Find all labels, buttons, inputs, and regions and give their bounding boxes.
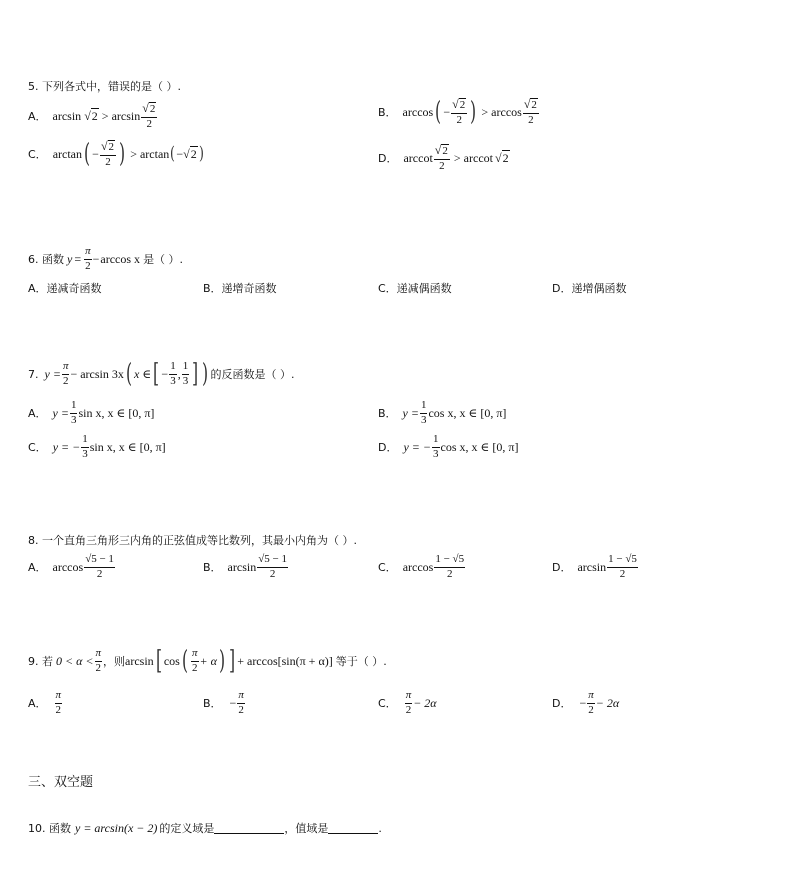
sin-range: sin x, x ∈ [0, π]: [89, 439, 166, 454]
domain-blank[interactable]: [214, 822, 284, 834]
stem-prefix: 7.: [28, 367, 39, 381]
sqrt-2: √2: [183, 146, 197, 161]
sin-range: sin x, x ∈ [0, π]: [78, 405, 155, 420]
numerator: π: [587, 690, 595, 704]
q8-option-d: [552, 554, 639, 580]
numerator: 1: [81, 434, 89, 448]
fraction-sqrt2-over-2: $\frac{√2}{2}$: [523, 97, 537, 126]
denominator: 2: [191, 661, 198, 674]
q7-option-a: [28, 400, 154, 426]
radicand: 2: [190, 146, 197, 161]
stem-prefix: 6. 函数: [28, 253, 64, 267]
arcsin-text: arcsin: [111, 108, 141, 123]
arccos-x: arccos x: [100, 251, 141, 266]
option-letter: A．: [28, 407, 47, 421]
denominator: 2: [95, 661, 101, 674]
numerator: π: [62, 361, 70, 375]
minus-2alpha: − 2α: [595, 695, 620, 710]
minus-sign: −: [161, 366, 169, 381]
denominator: 2: [62, 374, 69, 387]
q7-option-c: [28, 434, 166, 460]
y-eq: y =: [402, 405, 419, 420]
fraction-sqrt2-over-2: $\frac{√2}{2}$: [452, 97, 466, 126]
radicand: 2: [531, 99, 537, 111]
denominator: 2: [105, 155, 111, 168]
q9-option-b: [203, 690, 246, 716]
gt-sign: >: [481, 104, 489, 119]
option-letter: C．: [28, 441, 47, 455]
section-title: 三、双空题: [28, 775, 94, 790]
radicand: 2: [442, 145, 448, 157]
arccot-text: arccot: [463, 150, 493, 165]
left-paren: (: [435, 97, 442, 128]
numerator: 1 − √5: [607, 554, 638, 568]
stem-suffix: 等于（ ）.: [335, 655, 387, 669]
eq-sign: =: [74, 251, 82, 266]
denominator: 3: [170, 374, 176, 387]
fraction-sqrt2-over-2: $\frac{√2}{2}$: [100, 139, 115, 168]
denominator: 2: [405, 703, 412, 716]
cos-text: cos: [163, 653, 180, 668]
q5-option-c: [28, 140, 205, 168]
y-eq-minus: y = −: [403, 439, 432, 454]
fraction-pi-over-2: [587, 690, 595, 716]
q6-option-d: D．递增偶函数: [552, 282, 627, 295]
radicand: 2: [91, 108, 98, 123]
left-paren: (: [181, 646, 188, 677]
q7-option-d: [378, 434, 518, 460]
left-bracket: [: [153, 359, 160, 390]
radicand: 2: [459, 99, 466, 111]
arctan-text: arctan: [52, 146, 82, 161]
left-paren: (: [170, 143, 176, 165]
denominator: 3: [182, 374, 189, 387]
fraction-1-over-3: [182, 361, 190, 387]
radicand: 2: [502, 150, 509, 165]
numerator: 1: [420, 400, 428, 414]
denominator: 2: [85, 259, 91, 272]
left-paren: (: [84, 139, 91, 170]
x-in: x ∈: [134, 366, 152, 381]
comma: ,: [177, 366, 181, 381]
q5-option-b: [378, 98, 540, 126]
fraction-pi-over-2: [237, 690, 245, 716]
q9-option-d: [552, 690, 619, 716]
fraction-1-over-3: [432, 434, 440, 460]
q6-option-b: B．递增奇函数: [203, 282, 277, 295]
fraction-1-minus-sqrt5-over-2: [434, 554, 465, 580]
denominator: 2: [146, 117, 153, 130]
fraction-pi-over-2: [405, 690, 413, 716]
sqrt-2: √2: [84, 108, 98, 123]
numerator: π: [191, 648, 199, 662]
numerator: 1: [432, 434, 440, 448]
arccos-text: arccos: [491, 104, 522, 119]
q6-stem: [28, 246, 183, 272]
q8-option-b: [203, 554, 289, 580]
fraction-pi-over-2: [191, 648, 199, 674]
option-letter: D．: [378, 441, 398, 455]
minus-sign: −: [92, 251, 100, 266]
fraction-1-over-3: [70, 400, 78, 426]
numerator: √5 − 1: [257, 554, 288, 568]
arcsin-text: arcsin: [227, 559, 257, 574]
q10-stem: [28, 820, 382, 836]
cos-range: cos x, x ∈ [0, π]: [440, 439, 519, 454]
condition: 0 < α <: [56, 653, 94, 668]
arctan-text: arctan: [139, 146, 170, 161]
q9-option-a: [28, 690, 63, 716]
left-bracket: [: [155, 646, 162, 677]
q9-option-c: [378, 690, 437, 716]
minus-sign: −: [176, 146, 184, 161]
arcsin-3x: − arcsin 3x: [70, 366, 124, 381]
q5-stem: 5. 下列各式中，错误的是（ ）.: [28, 80, 181, 93]
option-letter: D．: [378, 152, 398, 166]
right-paren: ): [119, 139, 126, 170]
arcsin-text: arcsin: [52, 108, 82, 123]
option-letter: C．: [378, 697, 397, 711]
stem-suffix: 是（ ）.: [143, 253, 184, 267]
denominator: 3: [420, 413, 427, 426]
option-letter: D．: [552, 561, 572, 575]
gt-sign: >: [130, 146, 137, 161]
fraction-sqrt2-over-2: $\frac{√2}{2}$: [142, 101, 156, 130]
q6-option-c: C．递减偶函数: [378, 282, 452, 295]
denominator: 2: [439, 159, 445, 172]
minus-sign: −: [579, 695, 587, 710]
minus-sign: −: [229, 695, 237, 710]
stem-suffix: 的反函数是（ ）.: [210, 368, 295, 382]
q5-option-a: [28, 102, 158, 130]
option-letter: B．: [203, 561, 222, 575]
denominator: 3: [433, 447, 439, 460]
q7-option-b: [378, 400, 506, 426]
y-eq: y =: [44, 366, 61, 381]
plus-alpha: + α: [199, 653, 217, 668]
fraction-pi-over-2: [55, 690, 63, 716]
option-letter: B．: [378, 106, 397, 120]
period: .: [378, 821, 382, 835]
arccos-tail: + arccos[sin(π + α)]: [237, 653, 333, 668]
y-eq-minus: y = −: [52, 439, 81, 454]
option-letter: B．: [378, 407, 397, 421]
numerator: π: [95, 648, 103, 662]
arccos-text: arccos: [402, 559, 434, 574]
numerator: 1: [70, 400, 78, 414]
fraction-pi-over-2: [62, 361, 70, 387]
numerator: π: [405, 690, 413, 704]
denominator: 2: [528, 113, 534, 126]
right-paren: ): [202, 359, 209, 390]
option-letter: C．: [378, 561, 397, 575]
fraction-sqrt5-minus-1-over-2: [257, 554, 288, 580]
denominator: 3: [82, 447, 88, 460]
denominator: 2: [238, 703, 244, 716]
numerator: 1 − √5: [434, 554, 465, 568]
gt-sign: >: [453, 150, 461, 165]
arcsin-text: arcsin: [125, 653, 154, 668]
option-letter: C．: [28, 148, 47, 162]
right-bracket: ]: [229, 646, 236, 677]
stem-prefix: 9. 若: [28, 655, 53, 669]
numerator: π: [55, 690, 63, 704]
radicand: 2: [149, 103, 156, 115]
q7-stem: [28, 359, 295, 390]
radicand: 2: [108, 141, 115, 153]
fraction-1-minus-sqrt5-over-2: [607, 554, 638, 580]
option-letter: A．: [28, 697, 47, 711]
stem-prefix: 10. 函数: [28, 822, 71, 835]
numerator: 1: [169, 361, 177, 375]
right-paren: ): [218, 646, 226, 677]
fraction-1-over-3: [169, 361, 177, 387]
denominator: 2: [96, 567, 103, 580]
option-letter: A．: [28, 561, 47, 575]
denominator: 2: [446, 567, 453, 580]
q8-stem: 8. 一个直角三角形三内角的正弦值成等比数列，其最小内角为（ ）.: [28, 534, 357, 547]
q9-stem: [28, 646, 387, 677]
fraction-pi-over-2: [84, 246, 92, 272]
function-expr: y = arcsin(x − 2): [75, 820, 158, 835]
fraction-sqrt5-minus-1-over-2: [84, 554, 115, 580]
minus-sign: −: [92, 146, 99, 161]
numerator: π: [237, 690, 245, 704]
q6-option-a: A．递减奇函数: [28, 282, 102, 295]
arccos-text: arccos: [52, 559, 84, 574]
arcsin-text: arcsin: [577, 559, 607, 574]
denominator: 2: [619, 567, 626, 580]
minus-2alpha: − 2α: [413, 695, 437, 710]
minus-sign: −: [443, 104, 451, 119]
fraction-1-over-3: [81, 434, 89, 460]
gt-sign: >: [101, 108, 109, 123]
numerator: π: [84, 246, 92, 260]
arccot-text: arccot: [403, 150, 433, 165]
denominator: 3: [70, 413, 77, 426]
option-letter: B．: [203, 697, 222, 711]
then-text: ，则: [103, 655, 126, 669]
numerator: 1: [182, 361, 190, 375]
right-paren: ): [198, 143, 204, 165]
arccos-text: arccos: [402, 104, 434, 119]
numerator: √5 − 1: [84, 554, 115, 568]
option-letter: D．: [552, 697, 572, 711]
q5-option-d: [378, 144, 510, 172]
denominator: 2: [269, 567, 276, 580]
fraction-1-over-3: [420, 400, 428, 426]
fraction-pi-over-2: [95, 648, 103, 674]
left-paren: (: [125, 359, 132, 390]
option-letter: A．: [28, 110, 47, 124]
y-eq: y =: [52, 405, 69, 420]
denominator: 2: [456, 113, 462, 126]
cos-range: cos x, x ∈ [0, π]: [428, 405, 507, 420]
var-y: y: [67, 251, 73, 266]
right-paren: ): [470, 97, 477, 128]
domain-text: 的定义域是: [159, 822, 215, 835]
right-bracket: ]: [192, 359, 199, 390]
q8-option-c: [378, 554, 466, 580]
range-blank[interactable]: [328, 822, 378, 834]
q8-option-a: [28, 554, 116, 580]
denominator: 2: [588, 703, 594, 716]
range-text: ，值域是: [284, 822, 329, 835]
sqrt-2: √2: [494, 150, 509, 165]
denominator: 2: [55, 703, 62, 716]
fraction-sqrt2-over-2: $\frac{√2}{2}$: [434, 143, 448, 172]
